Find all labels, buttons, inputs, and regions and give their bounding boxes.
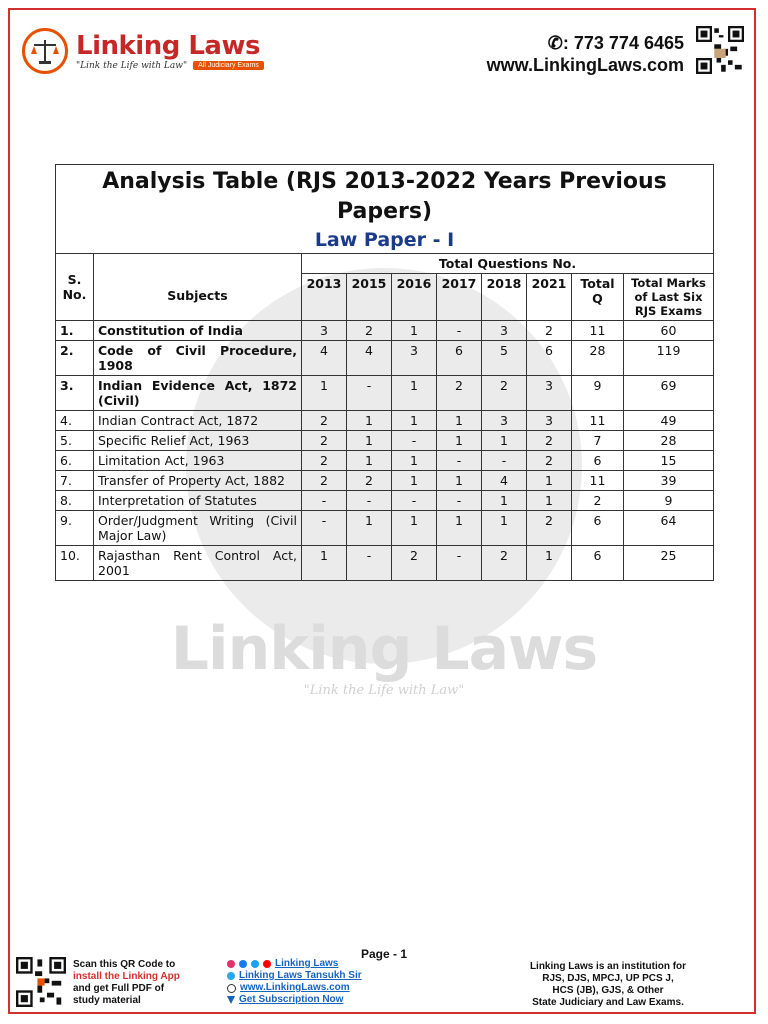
- row-year-count: 1: [392, 451, 437, 471]
- row-sno: 6.: [56, 451, 94, 471]
- facebook-icon[interactable]: [239, 960, 247, 968]
- row-subject: Constitution of India: [94, 321, 302, 341]
- row-total-q: 7: [572, 431, 624, 451]
- row-total-marks: 60: [624, 321, 714, 341]
- website-footer-link[interactable]: www.LinkingLaws.com: [240, 982, 350, 993]
- scan-qr-note: Scan this QR Code to install the Linking App and get Full PDF of study material: [73, 959, 180, 1006]
- row-subject: Indian Contract Act, 1872: [94, 411, 302, 431]
- row-subject: Code of Civil Procedure, 1908: [94, 341, 302, 376]
- table-row: [56, 411, 714, 431]
- globe-icon: [227, 984, 236, 993]
- row-year-count: 1: [302, 546, 347, 581]
- row-total-marks: 69: [624, 376, 714, 411]
- row-year-count: 5: [482, 341, 527, 376]
- row-subject: Indian Evidence Act, 1872 (Civil): [94, 376, 302, 411]
- row-year-count: 2: [527, 451, 572, 471]
- row-year-count: -: [347, 376, 392, 411]
- row-year-count: -: [482, 451, 527, 471]
- row-year-count: 1: [392, 471, 437, 491]
- subscription-icon: [227, 996, 235, 1004]
- row-total-q: 11: [572, 471, 624, 491]
- row-year-count: 1: [437, 411, 482, 431]
- row-subject: Transfer of Property Act, 1882: [94, 471, 302, 491]
- row-year-count: 2: [302, 431, 347, 451]
- row-total-marks: 119: [624, 341, 714, 376]
- header-total-questions: Total Questions No.: [302, 254, 714, 274]
- row-year-count: -: [437, 321, 482, 341]
- header-sno: S. No.: [56, 254, 94, 321]
- row-total-q: 2: [572, 491, 624, 511]
- row-sno: 1.: [56, 321, 94, 341]
- row-year-count: 1: [347, 411, 392, 431]
- row-year-count: 3: [302, 321, 347, 341]
- row-sno: 10.: [56, 546, 94, 581]
- row-year-count: 3: [482, 321, 527, 341]
- telegram-link[interactable]: Linking Laws Tansukh Sir: [239, 970, 362, 981]
- row-year-count: 3: [527, 376, 572, 411]
- row-total-marks: 49: [624, 411, 714, 431]
- row-sno: 3.: [56, 376, 94, 411]
- row-year-count: 2: [527, 511, 572, 546]
- social-links: [227, 958, 362, 1006]
- row-year-count: 2: [347, 471, 392, 491]
- row-sno: 2.: [56, 341, 94, 376]
- table-row: [56, 471, 714, 491]
- table-title: Analysis Table (RJS 2013-2022 Years Previous Papers): [102, 169, 667, 224]
- row-year-count: -: [437, 451, 482, 471]
- header-subjects: Subjects: [94, 254, 302, 321]
- row-year-count: 2: [302, 471, 347, 491]
- subscription-link[interactable]: Get Subscription Now: [239, 994, 344, 1005]
- row-sno: 9.: [56, 511, 94, 546]
- watermark-tagline: "Link the Life with Law": [303, 683, 465, 698]
- row-total-q: 6: [572, 451, 624, 471]
- row-total-marks: 15: [624, 451, 714, 471]
- row-total-q: 6: [572, 511, 624, 546]
- row-year-count: 1: [392, 376, 437, 411]
- row-year-count: 2: [437, 376, 482, 411]
- row-year-count: 1: [437, 431, 482, 451]
- watermark-text: Linking Laws: [170, 614, 598, 684]
- row-sno: 5.: [56, 431, 94, 451]
- instagram-icon[interactable]: [227, 960, 235, 968]
- row-year-count: 2: [302, 411, 347, 431]
- table-title-cell: [56, 165, 714, 254]
- analysis-table: [55, 164, 714, 581]
- header-total-q: Total Q: [572, 274, 624, 321]
- twitter-icon[interactable]: [251, 960, 259, 968]
- row-year-count: 1: [437, 471, 482, 491]
- row-total-q: 28: [572, 341, 624, 376]
- row-total-marks: 64: [624, 511, 714, 546]
- row-total-q: 11: [572, 411, 624, 431]
- row-year-count: 2: [527, 321, 572, 341]
- page-number: Page - 1: [360, 947, 408, 961]
- row-sno: 7.: [56, 471, 94, 491]
- app-qr-code-icon: [16, 957, 66, 1007]
- header-total-marks: Total Marks of Last Six RJS Exams: [624, 274, 714, 321]
- scales-of-justice-icon: [22, 28, 68, 74]
- brand-logo: [22, 28, 264, 74]
- row-year-count: 1: [527, 491, 572, 511]
- row-year-count: 2: [392, 546, 437, 581]
- row-year-count: 3: [482, 411, 527, 431]
- row-year-count: 1: [347, 431, 392, 451]
- brand-badge: All Judiciary Exams: [193, 61, 264, 70]
- row-year-count: 2: [302, 451, 347, 471]
- row-year-count: -: [437, 491, 482, 511]
- institution-note: Linking Laws is an institution for RJS, DJS, MPCJ, UP PCS J, HCS (JB), GJS, & Other State Judiciary and Law Exams.: [529, 961, 687, 1008]
- table-row: [56, 431, 714, 451]
- row-total-marks: 25: [624, 546, 714, 581]
- row-year-count: 4: [347, 341, 392, 376]
- row-total-q: 9: [572, 376, 624, 411]
- youtube-icon[interactable]: [263, 960, 271, 968]
- row-year-count: 2: [347, 321, 392, 341]
- phone-icon: ✆: [547, 33, 563, 53]
- social-handle-link[interactable]: Linking Laws: [275, 958, 339, 969]
- row-year-count: 1: [302, 376, 347, 411]
- row-year-count: 1: [392, 411, 437, 431]
- table-row: [56, 511, 714, 546]
- row-total-q: 6: [572, 546, 624, 581]
- table-body: [56, 321, 714, 581]
- row-year-count: 1: [482, 431, 527, 451]
- phone-number: ✆: 773 774 6465: [547, 33, 684, 53]
- table-row: [56, 451, 714, 471]
- contact-block: [487, 32, 684, 76]
- row-year-count: 1: [437, 511, 482, 546]
- row-year-count: 2: [482, 376, 527, 411]
- table-row: [56, 491, 714, 511]
- row-year-count: 1: [392, 511, 437, 546]
- telegram-icon: [227, 972, 235, 980]
- row-year-count: -: [392, 491, 437, 511]
- row-year-count: 4: [302, 341, 347, 376]
- row-year-count: 1: [482, 491, 527, 511]
- table-row: [56, 546, 714, 581]
- row-sno: 4.: [56, 411, 94, 431]
- table-row: [56, 341, 714, 376]
- row-subject: Order/Judgment Writing (Civil Major Law): [94, 511, 302, 546]
- header-year: 2017: [437, 274, 482, 321]
- table-row: [56, 321, 714, 341]
- row-year-count: -: [392, 431, 437, 451]
- table-row: [56, 376, 714, 411]
- row-total-q: 11: [572, 321, 624, 341]
- row-year-count: 2: [527, 431, 572, 451]
- row-subject: Limitation Act, 1963: [94, 451, 302, 471]
- brand-name: Linking Laws: [76, 30, 260, 61]
- row-total-marks: 9: [624, 491, 714, 511]
- row-year-count: 4: [482, 471, 527, 491]
- row-year-count: 2: [482, 546, 527, 581]
- row-year-count: -: [347, 491, 392, 511]
- header-year: 2018: [482, 274, 527, 321]
- row-year-count: -: [302, 491, 347, 511]
- row-year-count: -: [302, 511, 347, 546]
- row-year-count: 1: [482, 511, 527, 546]
- row-subject: Interpretation of Statutes: [94, 491, 302, 511]
- row-year-count: 1: [527, 546, 572, 581]
- header-year: 2016: [392, 274, 437, 321]
- header-year: 2021: [527, 274, 572, 321]
- row-year-count: 1: [392, 321, 437, 341]
- row-year-count: 1: [527, 471, 572, 491]
- row-year-count: 1: [347, 451, 392, 471]
- row-year-count: -: [347, 546, 392, 581]
- row-subject: Specific Relief Act, 1963: [94, 431, 302, 451]
- row-subject: Rajasthan Rent Control Act, 2001: [94, 546, 302, 581]
- row-year-count: 3: [527, 411, 572, 431]
- row-year-count: 3: [392, 341, 437, 376]
- table-subtitle: Law Paper - I: [314, 229, 455, 251]
- row-total-marks: 39: [624, 471, 714, 491]
- website-link[interactable]: www.LinkingLaws.com: [486, 55, 684, 75]
- header-year: 2013: [302, 274, 347, 321]
- qr-code-icon: [696, 26, 744, 74]
- row-year-count: 1: [347, 511, 392, 546]
- row-year-count: 6: [437, 341, 482, 376]
- row-total-marks: 28: [624, 431, 714, 451]
- brand-tagline: "Link the Life with Law": [76, 60, 188, 71]
- row-sno: 8.: [56, 491, 94, 511]
- row-year-count: -: [437, 546, 482, 581]
- header-year: 2015: [347, 274, 392, 321]
- row-year-count: 6: [527, 341, 572, 376]
